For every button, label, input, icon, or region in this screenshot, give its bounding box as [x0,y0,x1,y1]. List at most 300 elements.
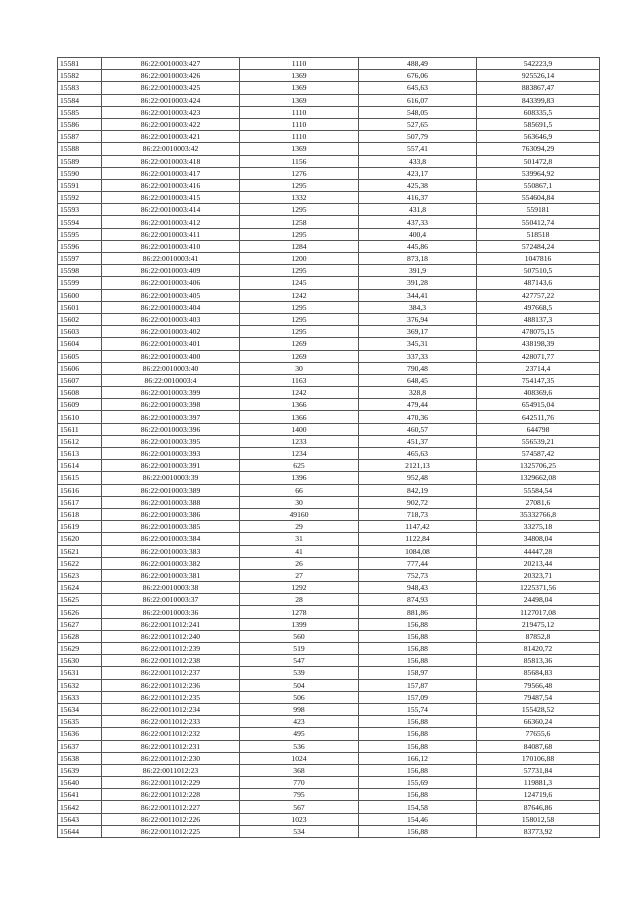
cadastral-number-cell: 86:22:0010003:405 [102,289,240,301]
row-number-cell: 15602 [58,313,102,325]
cadastral-number-cell: 86:22:0010003:403 [102,313,240,325]
cadastral-value-cell: 574587,42 [477,448,600,460]
cadastral-value-cell: 507510,5 [477,265,600,277]
row-number-cell: 15614 [58,460,102,472]
cadastral-value-cell: 155428,52 [477,703,600,715]
area-cell: 29 [240,521,359,533]
table-row [58,204,600,216]
cadastral-value-cell: 158012,58 [477,813,600,825]
row-number-cell: 15639 [58,764,102,776]
row-number-cell: 15640 [58,777,102,789]
table-row [58,289,600,301]
cadastral-number-cell: 86:22:0010003:4 [102,374,240,386]
row-number-cell: 15586 [58,118,102,130]
unit-value-cell: 157,87 [359,679,477,691]
area-cell: 1292 [240,582,359,594]
unit-value-cell: 344,41 [359,289,477,301]
unit-value-cell: 873,18 [359,253,477,265]
area-cell: 1295 [240,204,359,216]
cadastral-number-cell: 86:22:0010003:41 [102,253,240,265]
cadastral-value-cell: 428071,77 [477,350,600,362]
table-row [58,655,600,667]
area-cell: 1295 [240,326,359,338]
unit-value-cell: 777,44 [359,557,477,569]
area-cell: 1024 [240,752,359,764]
area-cell: 1295 [240,313,359,325]
cadastral-number-cell: 86:22:0010003:399 [102,387,240,399]
area-cell: 560 [240,630,359,642]
cadastral-number-cell: 86:22:0011012:230 [102,752,240,764]
unit-value-cell: 425,38 [359,179,477,191]
cadastral-number-cell: 86:22:0011012:228 [102,789,240,801]
cadastral-value-cell: 563646,9 [477,131,600,143]
unit-value-cell: 156,88 [359,728,477,740]
area-cell: 30 [240,496,359,508]
area-cell: 1369 [240,70,359,82]
table-row [58,484,600,496]
area-cell: 506 [240,691,359,703]
table-row [58,679,600,691]
unit-value-cell: 648,45 [359,374,477,386]
table-row [58,82,600,94]
cadastral-number-cell: 86:22:0010003:386 [102,508,240,520]
row-number-cell: 15622 [58,557,102,569]
row-number-cell: 15636 [58,728,102,740]
area-cell: 1156 [240,155,359,167]
cadastral-value-cell: 1047816 [477,253,600,265]
area-cell: 1276 [240,167,359,179]
row-number-cell: 15594 [58,216,102,228]
cadastral-value-cell: 478075,15 [477,326,600,338]
row-number-cell: 15611 [58,423,102,435]
cadastral-number-cell: 86:22:0011012:234 [102,703,240,715]
cadastral-value-cell: 23714,4 [477,362,600,374]
table-row [58,253,600,265]
unit-value-cell: 479,44 [359,399,477,411]
cadastral-value-cell: 925526,14 [477,70,600,82]
row-number-cell: 15608 [58,387,102,399]
table-row [58,777,600,789]
cadastral-number-cell: 86:22:0011012:240 [102,630,240,642]
area-cell: 26 [240,557,359,569]
table-row [58,94,600,106]
table-row [58,192,600,204]
table-row [58,472,600,484]
row-number-cell: 15633 [58,691,102,703]
cadastral-number-cell: 86:22:0010003:426 [102,70,240,82]
unit-value-cell: 154,46 [359,813,477,825]
row-number-cell: 15612 [58,435,102,447]
cadastral-value-cell: 427757,22 [477,289,600,301]
area-cell: 567 [240,801,359,813]
table-row [58,143,600,155]
cadastral-number-cell: 86:22:0010003:411 [102,228,240,240]
row-number-cell: 15589 [58,155,102,167]
row-number-cell: 15597 [58,253,102,265]
unit-value-cell: 156,88 [359,789,477,801]
row-number-cell: 15643 [58,813,102,825]
unit-value-cell: 328,8 [359,387,477,399]
row-number-cell: 15627 [58,618,102,630]
cadastral-number-cell: 86:22:0010003:391 [102,460,240,472]
row-number-cell: 15620 [58,533,102,545]
row-number-cell: 15605 [58,350,102,362]
area-cell: 795 [240,789,359,801]
unit-value-cell: 437,33 [359,216,477,228]
area-cell: 66 [240,484,359,496]
unit-value-cell: 158,97 [359,667,477,679]
cadastral-number-cell: 86:22:0011012:232 [102,728,240,740]
cadastral-number-cell: 86:22:0010003:393 [102,448,240,460]
unit-value-cell: 470,36 [359,411,477,423]
row-number-cell: 15638 [58,752,102,764]
cadastral-number-cell: 86:22:0010003:383 [102,545,240,557]
area-cell: 41 [240,545,359,557]
table-row [58,350,600,362]
cadastral-number-cell: 86:22:0011012:238 [102,655,240,667]
cadastral-value-cell: 124719,6 [477,789,600,801]
area-cell: 1110 [240,58,359,70]
unit-value-cell: 616,07 [359,94,477,106]
row-number-cell: 15613 [58,448,102,460]
table-row [58,606,600,618]
table-row [58,667,600,679]
unit-value-cell: 451,37 [359,435,477,447]
row-number-cell: 15592 [58,192,102,204]
cadastral-value-cell: 556539,21 [477,435,600,447]
cadastral-number-cell: 86:22:0010003:404 [102,301,240,313]
cadastral-value-cell: 550867,1 [477,179,600,191]
cadastral-value-cell: 20213,44 [477,557,600,569]
row-number-cell: 15642 [58,801,102,813]
unit-value-cell: 156,88 [359,630,477,642]
cadastral-number-cell: 86:22:0010003:412 [102,216,240,228]
table-row [58,106,600,118]
row-number-cell: 15582 [58,70,102,82]
area-cell: 539 [240,667,359,679]
cadastral-number-cell: 86:22:0010003:409 [102,265,240,277]
cadastral-value-cell: 219475,12 [477,618,600,630]
table-row [58,740,600,752]
area-cell: 1400 [240,423,359,435]
area-cell: 368 [240,764,359,776]
cadastral-value-cell: 87646,86 [477,801,600,813]
cadastral-number-cell: 86:22:0010003:384 [102,533,240,545]
area-cell: 1234 [240,448,359,460]
cadastral-value-cell: 754147,35 [477,374,600,386]
unit-value-cell: 1122,84 [359,533,477,545]
cadastral-value-cell: 119881,3 [477,777,600,789]
table-row [58,399,600,411]
cadastral-value-cell: 57731,84 [477,764,600,776]
cadastral-number-cell: 86:22:0010003:388 [102,496,240,508]
table-row [58,411,600,423]
row-number-cell: 15634 [58,703,102,715]
table-row [58,167,600,179]
cadastral-number-cell: 86:22:0011012:241 [102,618,240,630]
unit-value-cell: 790,48 [359,362,477,374]
unit-value-cell: 645,63 [359,82,477,94]
cadastral-value-cell: 170106,88 [477,752,600,764]
cadastral-value-cell: 85684,83 [477,667,600,679]
cadastral-value-cell: 20323,71 [477,569,600,581]
area-cell: 534 [240,825,359,837]
area-cell: 31 [240,533,359,545]
cadastral-value-cell: 55584,54 [477,484,600,496]
cadastral-number-cell: 86:22:0010003:396 [102,423,240,435]
row-number-cell: 15604 [58,338,102,350]
cadastral-number-cell: 86:22:0010003:422 [102,118,240,130]
area-cell: 1332 [240,192,359,204]
cadastral-number-cell: 86:22:0010003:382 [102,557,240,569]
cadastral-number-cell: 86:22:0010003:39 [102,472,240,484]
area-cell: 1284 [240,240,359,252]
area-cell: 1163 [240,374,359,386]
unit-value-cell: 156,88 [359,764,477,776]
cadastral-number-cell: 86:22:0011012:229 [102,777,240,789]
cadastral-number-cell: 86:22:0010003:37 [102,594,240,606]
cadastral-value-cell: 1225371,56 [477,582,600,594]
cadastral-value-cell: 501472,8 [477,155,600,167]
cadastral-value-table [57,57,600,838]
table-row [58,155,600,167]
cadastral-value-cell: 33275,18 [477,521,600,533]
row-number-cell: 15617 [58,496,102,508]
unit-value-cell: 391,28 [359,277,477,289]
cadastral-value-cell: 87852,8 [477,630,600,642]
cadastral-value-cell: 487143,6 [477,277,600,289]
cadastral-number-cell: 86:22:0010003:406 [102,277,240,289]
unit-value-cell: 345,31 [359,338,477,350]
cadastral-number-cell: 86:22:0011012:231 [102,740,240,752]
cadastral-number-cell: 86:22:0010003:425 [102,82,240,94]
cadastral-number-cell: 86:22:0010003:410 [102,240,240,252]
cadastral-value-cell: 408369,6 [477,387,600,399]
row-number-cell: 15637 [58,740,102,752]
table-row [58,752,600,764]
area-cell: 1258 [240,216,359,228]
cadastral-value-cell: 77655,6 [477,728,600,740]
table-row [58,813,600,825]
area-cell: 495 [240,728,359,740]
cadastral-number-cell: 86:22:0011012:225 [102,825,240,837]
unit-value-cell: 156,88 [359,740,477,752]
cadastral-value-cell: 539964,92 [477,167,600,179]
row-number-cell: 15584 [58,94,102,106]
unit-value-cell: 1084,08 [359,545,477,557]
cadastral-value-cell: 1325706,25 [477,460,600,472]
cadastral-value-cell: 518518 [477,228,600,240]
table-row [58,716,600,728]
unit-value-cell: 842,19 [359,484,477,496]
cadastral-value-cell: 27081,6 [477,496,600,508]
unit-value-cell: 337,33 [359,350,477,362]
cadastral-value-cell: 34808,04 [477,533,600,545]
row-number-cell: 15630 [58,655,102,667]
cadastral-number-cell: 86:22:0010003:423 [102,106,240,118]
area-cell: 1110 [240,131,359,143]
unit-value-cell: 465,63 [359,448,477,460]
cadastral-value-cell: 642511,76 [477,411,600,423]
table-row [58,496,600,508]
row-number-cell: 15641 [58,789,102,801]
unit-value-cell: 460,57 [359,423,477,435]
cadastral-number-cell: 86:22:0010003:38 [102,582,240,594]
cadastral-value-cell: 608335,5 [477,106,600,118]
cadastral-value-cell: 35332766,8 [477,508,600,520]
row-number-cell: 15596 [58,240,102,252]
area-cell: 1396 [240,472,359,484]
table-row [58,801,600,813]
table-row [58,630,600,642]
unit-value-cell: 423,17 [359,167,477,179]
unit-value-cell: 416,37 [359,192,477,204]
cadastral-number-cell: 86:22:0011012:237 [102,667,240,679]
table-row [58,277,600,289]
cadastral-number-cell: 86:22:0010003:427 [102,58,240,70]
cadastral-number-cell: 86:22:0010003:402 [102,326,240,338]
area-cell: 28 [240,594,359,606]
row-number-cell: 15588 [58,143,102,155]
cadastral-number-cell: 86:22:0010003:36 [102,606,240,618]
unit-value-cell: 1147,42 [359,521,477,533]
table-row [58,301,600,313]
cadastral-number-cell: 86:22:0010003:389 [102,484,240,496]
unit-value-cell: 376,94 [359,313,477,325]
row-number-cell: 15616 [58,484,102,496]
area-cell: 1366 [240,411,359,423]
row-number-cell: 15581 [58,58,102,70]
area-cell: 27 [240,569,359,581]
cadastral-value-cell: 559181 [477,204,600,216]
area-cell: 1295 [240,265,359,277]
table-row [58,557,600,569]
area-cell: 1269 [240,338,359,350]
cadastral-number-cell: 86:22:0010003:416 [102,179,240,191]
area-cell: 1295 [240,228,359,240]
cadastral-value-cell: 1127017,08 [477,606,600,618]
table-row [58,789,600,801]
table-row [58,362,600,374]
table-row [58,643,600,655]
cadastral-value-cell: 572484,24 [477,240,600,252]
cadastral-value-cell: 497668,5 [477,301,600,313]
cadastral-number-cell: 86:22:0010003:395 [102,435,240,447]
cadastral-value-cell: 488137,3 [477,313,600,325]
table-row [58,216,600,228]
unit-value-cell: 676,06 [359,70,477,82]
table-row [58,338,600,350]
row-number-cell: 15621 [58,545,102,557]
cadastral-number-cell: 86:22:0010003:385 [102,521,240,533]
row-number-cell: 15631 [58,667,102,679]
row-number-cell: 15626 [58,606,102,618]
area-cell: 1200 [240,253,359,265]
unit-value-cell: 874,93 [359,594,477,606]
area-cell: 1242 [240,289,359,301]
unit-value-cell: 952,48 [359,472,477,484]
cadastral-number-cell: 86:22:0010003:421 [102,131,240,143]
area-cell: 547 [240,655,359,667]
table-row [58,58,600,70]
cadastral-value-cell: 79487,54 [477,691,600,703]
cadastral-number-cell: 86:22:0010003:42 [102,143,240,155]
cadastral-value-cell: 81420,72 [477,643,600,655]
unit-value-cell: 155,69 [359,777,477,789]
table-row [58,460,600,472]
unit-value-cell: 488,49 [359,58,477,70]
cadastral-number-cell: 86:22:0010003:40 [102,362,240,374]
area-cell: 1369 [240,94,359,106]
table-body [58,58,600,838]
area-cell: 1110 [240,118,359,130]
unit-value-cell: 384,3 [359,301,477,313]
row-number-cell: 15644 [58,825,102,837]
table-row [58,179,600,191]
row-number-cell: 15623 [58,569,102,581]
row-number-cell: 15618 [58,508,102,520]
table-row [58,423,600,435]
cadastral-number-cell: 86:22:0011012:23 [102,764,240,776]
cadastral-value-cell: 843399,83 [477,94,600,106]
table-row [58,569,600,581]
unit-value-cell: 752,73 [359,569,477,581]
unit-value-cell: 157,09 [359,691,477,703]
area-cell: 1023 [240,813,359,825]
table-row [58,265,600,277]
area-cell: 625 [240,460,359,472]
row-number-cell: 15600 [58,289,102,301]
unit-value-cell: 557,41 [359,143,477,155]
area-cell: 423 [240,716,359,728]
unit-value-cell: 881,86 [359,606,477,618]
row-number-cell: 15624 [58,582,102,594]
cadastral-number-cell: 86:22:0011012:227 [102,801,240,813]
unit-value-cell: 156,88 [359,618,477,630]
table-row [58,691,600,703]
row-number-cell: 15635 [58,716,102,728]
cadastral-value-cell: 24498,04 [477,594,600,606]
row-number-cell: 15615 [58,472,102,484]
unit-value-cell: 156,88 [359,716,477,728]
unit-value-cell: 391,9 [359,265,477,277]
cadastral-value-cell: 438198,39 [477,338,600,350]
row-number-cell: 15607 [58,374,102,386]
table-row [58,448,600,460]
area-cell: 1233 [240,435,359,447]
area-cell: 1295 [240,301,359,313]
area-cell: 770 [240,777,359,789]
row-number-cell: 15598 [58,265,102,277]
cadastral-value-cell: 550412,74 [477,216,600,228]
table-row [58,313,600,325]
cadastral-value-cell: 554604,84 [477,192,600,204]
table-row [58,131,600,143]
unit-value-cell: 156,88 [359,825,477,837]
cadastral-value-cell: 542223,9 [477,58,600,70]
cadastral-value-cell: 763094,29 [477,143,600,155]
unit-value-cell: 156,88 [359,643,477,655]
cadastral-number-cell: 86:22:0011012:239 [102,643,240,655]
table-row [58,582,600,594]
table-row [58,825,600,837]
row-number-cell: 15628 [58,630,102,642]
row-number-cell: 15593 [58,204,102,216]
area-cell: 1295 [240,179,359,191]
unit-value-cell: 2121,13 [359,460,477,472]
table-row [58,228,600,240]
unit-value-cell: 400,4 [359,228,477,240]
